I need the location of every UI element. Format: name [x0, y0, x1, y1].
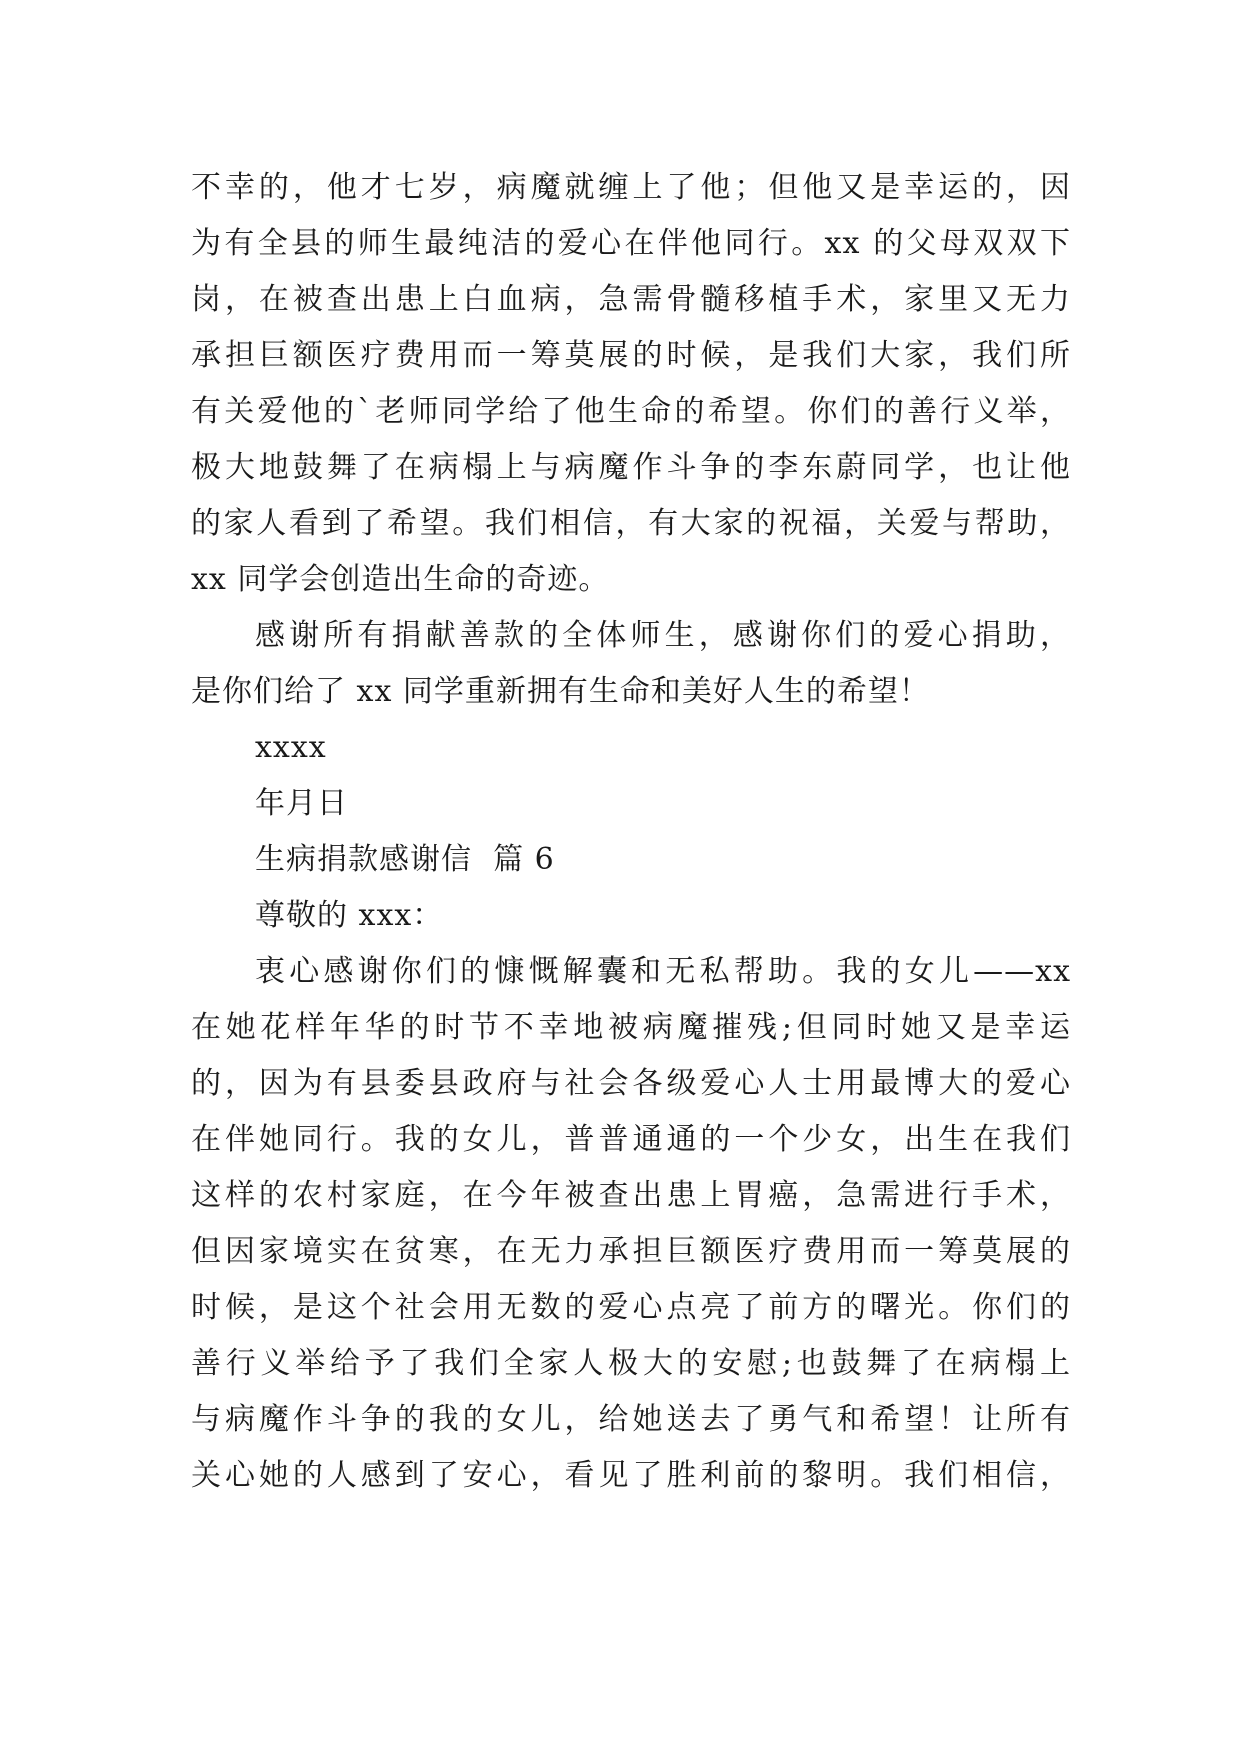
document-body	[191, 160, 1071, 1504]
text-line: 与病魔作斗争的我的女儿，给她送去了勇气和希望！让所有	[191, 1402, 1071, 1437]
text-line: 但因家境实在贫寒，在无力承担巨额医疗费用而一筹莫展的	[191, 1234, 1071, 1269]
signature: xxxx	[255, 730, 327, 765]
text-line: 感谢所有捐献善款的全体师生，感谢你们的爱心捐助，	[255, 618, 1071, 653]
text-line: 在她花样年华的时节不幸地被病魔摧残;但同时她又是幸运	[191, 1010, 1071, 1045]
paragraph-2	[191, 608, 1071, 720]
text-line: 善行义举给予了我们全家人极大的安慰;也鼓舞了在病榻上	[191, 1346, 1071, 1381]
text-line: 承担巨额医疗费用而一筹莫展的时候，是我们大家，我们所	[191, 338, 1071, 373]
text-line: xx 同学会创造出生命的奇迹。	[191, 562, 610, 597]
text-line: 不幸的，他才七岁，病魔就缠上了他；但他又是幸运的，因	[191, 170, 1071, 205]
text-line: 是你们给了 xx 同学重新拥有生命和美好人生的希望！	[191, 674, 930, 709]
text-line: 岗，在被查出患上白血病，急需骨髓移植手术，家里又无力	[191, 282, 1071, 317]
text-line: 时候，是这个社会用无数的爱心点亮了前方的曙光。你们的	[191, 1290, 1071, 1325]
text-line: 关心她的人感到了安心，看见了胜利前的黎明。我们相信，	[191, 1458, 1071, 1493]
date-line: 年月日	[255, 786, 348, 821]
text-line: 的家人看到了希望。我们相信，有大家的祝福，关爱与帮助，	[191, 506, 1071, 541]
text-line: 有关爱他的`老师同学给了他生命的希望。你们的善行义举，	[191, 394, 1071, 429]
salutation: 尊敬的 xxx：	[255, 898, 444, 933]
paragraph-3	[191, 944, 1071, 1504]
text-line: 这样的农村家庭，在今年被查出患上胃癌，急需进行手术，	[191, 1178, 1071, 1213]
paragraph-1	[191, 160, 1071, 608]
text-line: 为有全县的师生最纯洁的爱心在伴他同行。xx 的父母双双下	[191, 226, 1071, 261]
text-line: 在伴她同行。我的女儿，普普通通的一个少女，出生在我们	[191, 1122, 1071, 1157]
text-line: 的，因为有县委县政府与社会各级爱心人士用最博大的爱心	[191, 1066, 1071, 1101]
section-title: 生病捐款感谢信 篇 6	[255, 842, 555, 877]
text-line: 极大地鼓舞了在病榻上与病魔作斗争的李东蔚同学，也让他	[191, 450, 1071, 485]
text-line: 衷心感谢你们的慷慨解囊和无私帮助。我的女儿——xx	[255, 954, 1071, 989]
